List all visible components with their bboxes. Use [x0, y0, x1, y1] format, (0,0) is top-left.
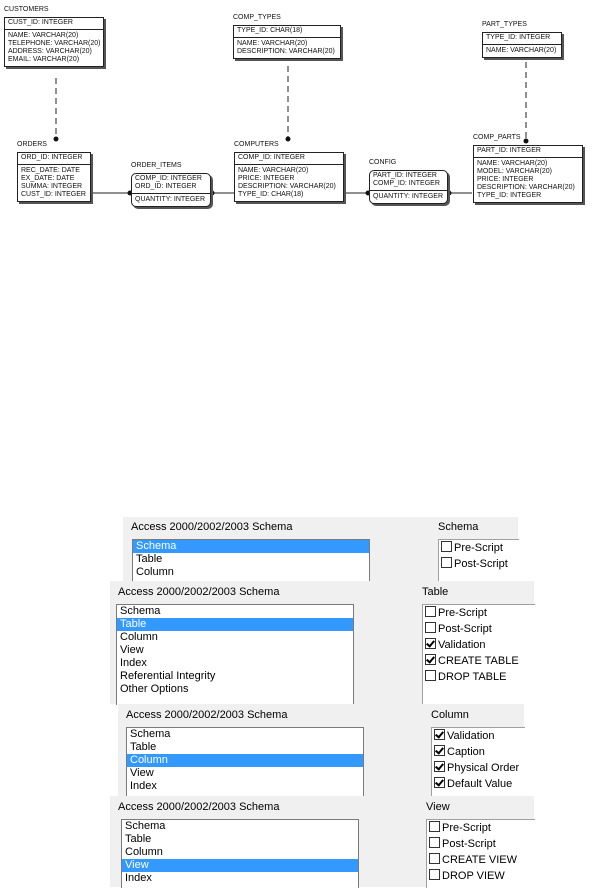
checkbox-unchecked[interactable] [429, 837, 440, 848]
object-type-list[interactable] [126, 727, 364, 797]
options-checklist [426, 819, 535, 888]
option-post-script[interactable] [439, 556, 519, 572]
checkbox-checked[interactable] [434, 777, 445, 788]
entity-name: COMP_PARTS [473, 134, 521, 141]
key-attribute: PART_ID: INTEGER [477, 147, 541, 154]
attribute: NAME: VARCHAR(20) [8, 32, 79, 39]
option-label: Pre-Script [454, 542, 503, 554]
primary-key-section [5, 18, 103, 30]
entity-box [17, 152, 91, 202]
attribute: NAME: VARCHAR(20) [237, 40, 308, 47]
view-options-panel [110, 796, 534, 887]
checkbox-checked[interactable] [434, 745, 445, 756]
option-validation[interactable] [423, 637, 535, 653]
option-label: Pre-Script [438, 607, 487, 619]
list-item-schema[interactable]: Schema [125, 820, 166, 832]
primary-key-section [483, 33, 561, 45]
list-item-view[interactable]: View [120, 644, 144, 656]
entity-name: PART_TYPES [482, 21, 527, 28]
attribute-section [483, 45, 561, 57]
entity-name: ORDER_ITEMS [131, 162, 182, 169]
table-options-panel [110, 581, 534, 704]
entity-computers [234, 141, 344, 202]
list-item-table[interactable]: Table [117, 618, 353, 631]
list-item-schema[interactable]: Schema [133, 540, 369, 553]
option-label: Validation [447, 730, 495, 742]
option-label: CREATE VIEW [442, 854, 517, 866]
key-attribute: PART_ID: INTEGER [373, 172, 437, 179]
attribute: REC_DATE: DATE [21, 167, 80, 174]
key-attribute: COMP_ID: INTEGER [373, 180, 440, 187]
object-type-list[interactable] [121, 819, 359, 888]
attribute: DESCRIPTION: VARCHAR(20) [477, 184, 575, 191]
key-attribute: ORD_ID: INTEGER [21, 154, 83, 161]
primary-key-section [132, 174, 210, 194]
option-validation[interactable] [432, 728, 525, 744]
option-label: Post-Script [454, 558, 508, 570]
option-label: Validation [438, 639, 486, 651]
entity-name: CUSTOMERS [4, 6, 49, 13]
entity-box [233, 25, 341, 59]
option-label: Post-Script [442, 838, 496, 850]
attribute: DESCRIPTION: VARCHAR(20) [237, 48, 335, 55]
attribute: DESCRIPTION: VARCHAR(20) [238, 183, 336, 190]
attribute: TELEPHONE: VARCHAR(20) [8, 40, 101, 47]
panel-title: Access 2000/2002/2003 Schema [126, 709, 288, 721]
checkbox-unchecked[interactable] [429, 821, 440, 832]
option-drop-table[interactable] [423, 669, 535, 685]
attribute: NAME: VARCHAR(20) [477, 160, 548, 167]
option-create-view[interactable] [427, 852, 535, 868]
list-item-referential-integrity[interactable]: Referential Integrity [120, 670, 216, 682]
list-item-table[interactable]: Table [125, 833, 152, 845]
option-label: Post-Script [438, 623, 492, 635]
key-attribute: COMP_ID: INTEGER [135, 175, 202, 182]
attribute-section [474, 158, 582, 202]
option-label: Caption [447, 746, 485, 758]
checkbox-unchecked[interactable] [425, 622, 436, 633]
attribute: NAME: VARCHAR(20) [486, 47, 557, 54]
entity-comp-parts [473, 134, 583, 203]
panel-title: Access 2000/2002/2003 Schema [131, 521, 293, 533]
attribute: QUANTITY: INTEGER [373, 193, 444, 200]
attribute: SUMMA: INTEGER [21, 183, 83, 190]
checkbox-checked[interactable] [425, 638, 436, 649]
entity-box [369, 170, 448, 204]
attribute: QUANTITY: INTEGER [135, 196, 206, 203]
attribute-section [370, 191, 447, 203]
primary-key-section [370, 171, 447, 191]
option-drop-view[interactable] [427, 868, 535, 884]
attribute: TYPE_ID: CHAR(18) [238, 191, 304, 198]
attribute-section [5, 30, 103, 66]
attribute: ADDRESS: VARCHAR(20) [8, 48, 92, 55]
option-pre-script[interactable] [427, 820, 535, 836]
attribute: PRICE: INTEGER [238, 175, 295, 182]
entity-name: CONFIG [369, 159, 397, 166]
checkbox-checked[interactable] [434, 729, 445, 740]
panel-title: Access 2000/2002/2003 Schema [118, 586, 280, 598]
option-label: Pre-Script [442, 822, 491, 834]
options-checklist [438, 539, 519, 582]
entity-customers [4, 6, 104, 67]
checkbox-unchecked[interactable] [425, 606, 436, 617]
schema-options-panel [123, 517, 518, 581]
list-item-column[interactable]: Column [127, 754, 363, 767]
entity-box [473, 145, 583, 203]
entity-name: ORDERS [17, 141, 47, 148]
option-caption[interactable] [432, 744, 525, 760]
list-item-other-options[interactable]: Other Options [120, 683, 189, 695]
key-attribute: TYPE_ID: INTEGER [486, 34, 551, 41]
er-diagram [0, 0, 593, 230]
key-attribute: COMP_ID: INTEGER [238, 154, 305, 161]
attribute: MODEL: VARCHAR(20) [477, 168, 552, 175]
primary-key-section [235, 153, 343, 165]
option-physical-order[interactable] [432, 760, 525, 776]
attribute: PRICE: INTEGER [477, 176, 534, 183]
entity-box [131, 173, 211, 207]
list-item-view[interactable]: View [130, 767, 154, 779]
option-label: Default Value [447, 778, 513, 790]
attribute-section [18, 165, 90, 201]
list-item-table[interactable]: Table [130, 741, 157, 753]
list-item-schema[interactable]: Schema [130, 728, 171, 740]
option-post-script[interactable] [423, 621, 535, 637]
option-pre-script[interactable] [423, 605, 535, 621]
list-item-index[interactable]: Index [130, 780, 157, 792]
object-type-list[interactable] [116, 604, 354, 705]
list-item-index[interactable]: Index [120, 657, 147, 669]
option-label: Physical Order [447, 762, 520, 774]
primary-key-section [234, 26, 340, 38]
attribute: NAME: VARCHAR(20) [238, 167, 309, 174]
options-title: Schema [438, 521, 479, 533]
entity-order-items [131, 162, 211, 207]
options-title: Table [422, 586, 449, 598]
key-attribute: CUST_ID: INTEGER [8, 19, 73, 26]
key-attribute: ORD_ID: INTEGER [135, 183, 197, 190]
list-item-schema[interactable]: Schema [120, 605, 161, 617]
list-item-index[interactable]: Index [125, 872, 152, 884]
attribute: TYPE_ID: INTEGER [477, 192, 542, 199]
object-type-list[interactable] [132, 539, 370, 582]
checkbox-unchecked[interactable] [429, 853, 440, 864]
panel-title: Access 2000/2002/2003 Schema [118, 801, 280, 813]
options-checklist [422, 604, 535, 705]
options-title: Column [431, 709, 469, 721]
options-checklist [431, 727, 525, 797]
entity-box [482, 32, 562, 58]
entity-config [369, 159, 448, 204]
attribute: CUST_ID: INTEGER [21, 191, 86, 198]
list-item-column[interactable]: Column [136, 566, 174, 578]
list-item-view[interactable]: View [122, 859, 358, 872]
list-item-column[interactable]: Column [120, 631, 158, 643]
primary-key-section [18, 153, 90, 165]
option-label: DROP TABLE [438, 671, 507, 683]
attribute: EX_DATE: DATE [21, 175, 75, 182]
entity-name: COMPUTERS [234, 141, 279, 148]
attribute: EMAIL: VARCHAR(20) [8, 56, 80, 63]
option-default-value[interactable] [432, 776, 525, 792]
option-create-table[interactable] [423, 653, 535, 669]
entity-comp-types [233, 14, 341, 59]
checkbox-unchecked[interactable] [429, 869, 440, 880]
option-label: CREATE TABLE [438, 655, 519, 667]
checkbox-checked[interactable] [434, 761, 445, 772]
entity-box [4, 17, 104, 67]
entity-box [234, 152, 344, 202]
entity-part-types [482, 21, 562, 58]
option-pre-script[interactable] [439, 540, 519, 556]
key-attribute: TYPE_ID: CHAR(18) [237, 27, 303, 34]
checkbox-unchecked[interactable] [441, 557, 452, 568]
attribute-section [235, 165, 343, 201]
option-post-script[interactable] [427, 836, 535, 852]
option-label: DROP VIEW [442, 870, 505, 882]
list-item-column[interactable]: Column [125, 846, 163, 858]
attribute-section [234, 38, 340, 58]
entity-orders [17, 141, 91, 202]
checkbox-unchecked[interactable] [441, 541, 452, 552]
options-title: View [426, 801, 450, 813]
checkbox-unchecked[interactable] [425, 670, 436, 681]
primary-key-section [474, 146, 582, 158]
list-item-table[interactable]: Table [136, 553, 163, 565]
entity-name: COMP_TYPES [233, 14, 281, 21]
attribute-section [132, 194, 210, 206]
checkbox-checked[interactable] [425, 654, 436, 665]
column-options-panel [118, 704, 524, 796]
